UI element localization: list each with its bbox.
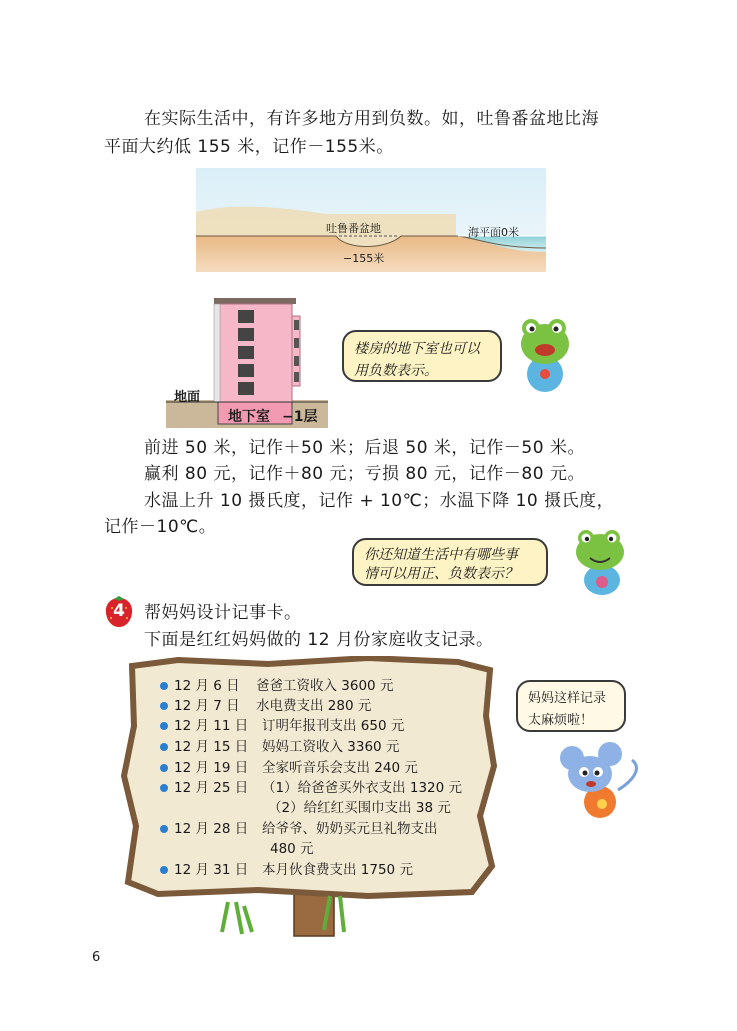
problem-title: 帮妈妈设计记事卡。 xyxy=(144,603,302,623)
example-line-3: 水温上升 10 摄氏度，记作 + 10℃；水温下降 10 摄氏度， xyxy=(144,491,615,511)
frog-speech-bubble-2 xyxy=(352,538,548,586)
example-line-4: 记作－10℃。 xyxy=(104,517,217,537)
bullet-icon xyxy=(160,682,168,690)
record-date: 12 月 11 日 xyxy=(174,718,249,734)
mouse-character-icon xyxy=(558,740,644,824)
record-text: 爸爸工资收入 3600 元 xyxy=(256,678,394,694)
example-line-2: 赢利 80 元，记作＋80 元；亏损 80 元，记作－80 元。 xyxy=(144,464,585,484)
record-date: 12 月 15 日 xyxy=(174,739,249,755)
bullet-icon xyxy=(160,866,168,874)
record-date: 12 月 19 日 xyxy=(174,760,249,776)
intro-line-1: 在实际生活中，有许多地方用到负数。如，吐鲁番盆地比海 xyxy=(144,109,599,129)
record-date: 12 月 6 日 xyxy=(174,678,240,694)
bullet-icon xyxy=(160,743,168,751)
basin-label: 吐鲁番盆地 xyxy=(326,222,381,235)
intro-line-2: 平面大约低 155 米，记作－155米。 xyxy=(104,137,394,157)
record-item xyxy=(160,716,404,736)
problem-number-badge xyxy=(104,596,134,628)
bullet-icon xyxy=(160,764,168,772)
record-item xyxy=(160,819,438,839)
record-continuation: 480 元 xyxy=(270,841,314,857)
floor-level-label: −1层 xyxy=(282,409,318,425)
example-line-1: 前进 50 米，记作＋50 米；后退 50 米，记作－50 米。 xyxy=(144,438,585,458)
record-item xyxy=(160,737,399,757)
bullet-icon xyxy=(160,825,168,833)
record-text: 水电费支出 280 元 xyxy=(256,698,372,714)
record-item xyxy=(160,860,413,880)
record-date: 12 月 28 日 xyxy=(174,821,249,837)
record-text: 本月伙食费支出 1750 元 xyxy=(262,862,413,878)
depth-label: −155米 xyxy=(343,252,385,265)
record-text: 订明年报刊支出 650 元 xyxy=(262,718,405,734)
frog-character-icon xyxy=(514,316,576,396)
problem-number: 4 xyxy=(113,601,125,621)
bullet-icon xyxy=(160,722,168,730)
terrain-illustration xyxy=(196,168,546,272)
record-item xyxy=(160,676,393,696)
frog-bubble-2-line-2: 情可以用正、负数表示？ xyxy=(364,566,518,582)
problem-subtitle: 下面是红红妈妈做的 12 月份家庭收支记录。 xyxy=(144,630,494,650)
mouse-bubble-line-2: 太麻烦啦！ xyxy=(528,713,594,728)
record-date: 12 月 25 日 xyxy=(174,780,249,796)
ground-label: 地面 xyxy=(174,390,201,405)
record-item xyxy=(160,778,462,798)
record-date: 12 月 31 日 xyxy=(174,862,249,878)
record-date: 12 月 7 日 xyxy=(174,698,240,714)
frog-bubble-1-line-2: 用负数表示。 xyxy=(354,363,438,379)
record-item xyxy=(160,758,418,778)
mouse-bubble-line-1: 妈妈这样记录 xyxy=(528,691,607,706)
record-text: 给爷爷、奶奶买元旦礼物支出 xyxy=(262,821,438,837)
record-text: （1）给爸爸买外衣支出 1320 元 xyxy=(262,780,463,796)
frog-character-2-icon xyxy=(568,528,634,596)
record-continuation: （2）给红红买围巾支出 38 元 xyxy=(268,800,451,816)
record-item xyxy=(160,696,371,716)
basement-label: 地下室 xyxy=(228,409,270,425)
bullet-icon xyxy=(160,784,168,792)
record-text: 全家听音乐会支出 240 元 xyxy=(262,760,418,776)
sea-level-label: 海平面0米 xyxy=(468,226,519,239)
record-text: 妈妈工资收入 3360 元 xyxy=(262,739,400,755)
building-illustration xyxy=(166,296,328,428)
mouse-speech-bubble xyxy=(516,680,626,732)
frog-bubble-2-line-1: 你还知道生活中有哪些事 xyxy=(364,547,518,563)
frog-speech-bubble-1 xyxy=(342,330,502,382)
page-number: 6 xyxy=(92,950,101,965)
bullet-icon xyxy=(160,702,168,710)
frog-bubble-1-line-1: 楼房的地下室也可以 xyxy=(354,341,480,357)
